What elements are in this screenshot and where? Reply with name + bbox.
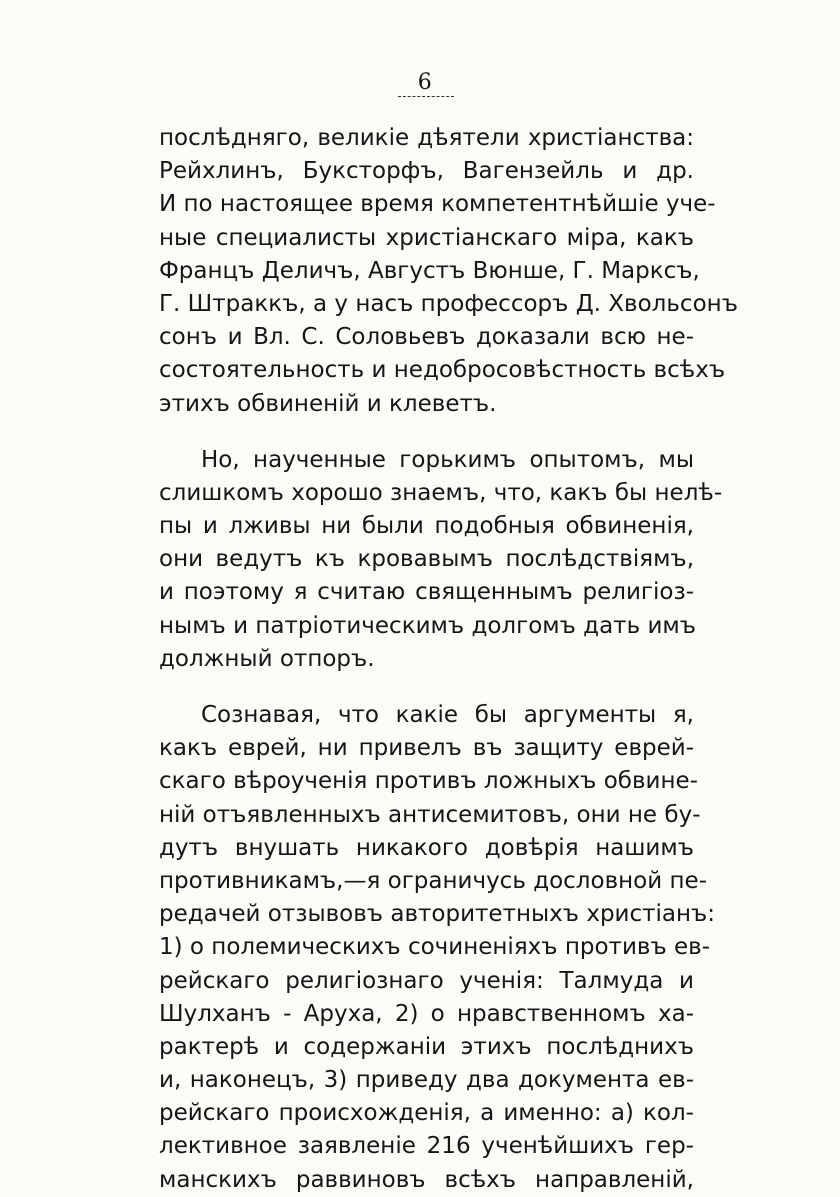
text-line: манскихъ раввиновъ всѣхъ направленій,	[159, 1166, 694, 1193]
text-line: рейскаго происхожденія, а именно: а) кол-	[159, 1100, 694, 1127]
text-line: послѣдняго, великіе дѣятели христіанства:	[159, 125, 694, 151]
text-line: рактерѣ и содержаніи этихъ послѣднихъ	[159, 1033, 694, 1060]
text-line: Сознавая, что какіе бы аргументы я,	[201, 702, 694, 728]
text-line: противникамъ,—я ограничусь дословной пе-	[159, 867, 707, 894]
text-line: сонъ и Вл. С. Соловьевъ доказали всю не-	[159, 324, 694, 351]
text-line: скаго вѣроученія противъ ложныхъ обвине-	[159, 768, 698, 795]
text-line: и, наконецъ, 3) приведу два документа ев-	[159, 1067, 694, 1094]
paragraph-gap	[159, 421, 694, 444]
text-line: Рейхлинъ, Буксторфъ, Вагензейль и др.	[159, 158, 694, 185]
text-line: лективное заявленіе 216 ученѣйшихъ гер-	[159, 1133, 694, 1160]
text-line: этихъ обвиненій и клеветъ.	[159, 390, 497, 417]
text-line: пы и лживы ни были подобныя обвиненія,	[159, 513, 694, 540]
text-line: какъ еврей, ни привелъ въ защиту еврей-	[159, 735, 694, 762]
text-line: должный отпоръ.	[159, 645, 375, 672]
text-line: ные специалисты христіанскаго міра, какъ	[159, 224, 694, 251]
text-line: 1) о полемическихъ сочиненіяхъ противъ ев-	[159, 934, 711, 961]
text-line: Шулханъ - Аруха, 2) о нравственномъ ха-	[159, 1000, 694, 1027]
text-line: Францъ Деличъ, Августъ Вюнше, Г. Марксъ,	[159, 257, 700, 284]
text-line: Г. Штраккъ, а у насъ профессоръ Д. Хвольсонъ	[159, 290, 738, 317]
text-line: дутъ внушать никакого довѣрія нашимъ	[159, 834, 694, 861]
text-line: нымъ и патріотическимъ долгомъ дать имъ	[159, 612, 696, 639]
paragraph-gap	[159, 676, 694, 699]
paragraph-2	[159, 444, 723, 676]
text-line: рейскаго религіознаго ученія: Талмуда и	[159, 967, 694, 994]
paragraph-3	[159, 699, 716, 1197]
text-line: они ведутъ къ кровавымъ послѣдствіямъ,	[159, 546, 694, 573]
text-line: ній отъявленныхъ антисемитовъ, они не бу-	[159, 801, 701, 828]
text-line: Но, наученные горькимъ опытомъ, мы	[201, 446, 694, 473]
page-text	[159, 122, 738, 1197]
text-line: редачей отзывовъ авторитетныхъ христіанъ:	[159, 901, 716, 928]
page-number-rule	[398, 96, 454, 97]
text-line: и поэтому я считаю священнымъ религіоз-	[159, 579, 694, 606]
text-line: И по настоящее время компетентнѣйшіе уче-	[159, 191, 716, 218]
paragraph-1	[159, 122, 738, 421]
page-number: 6	[417, 70, 433, 95]
text-line: состоятельность и недобросовѣстность всѣхъ	[159, 357, 726, 384]
text-line: слишкомъ хорошо знаемъ, что, какъ бы нелѣ-	[159, 479, 723, 506]
